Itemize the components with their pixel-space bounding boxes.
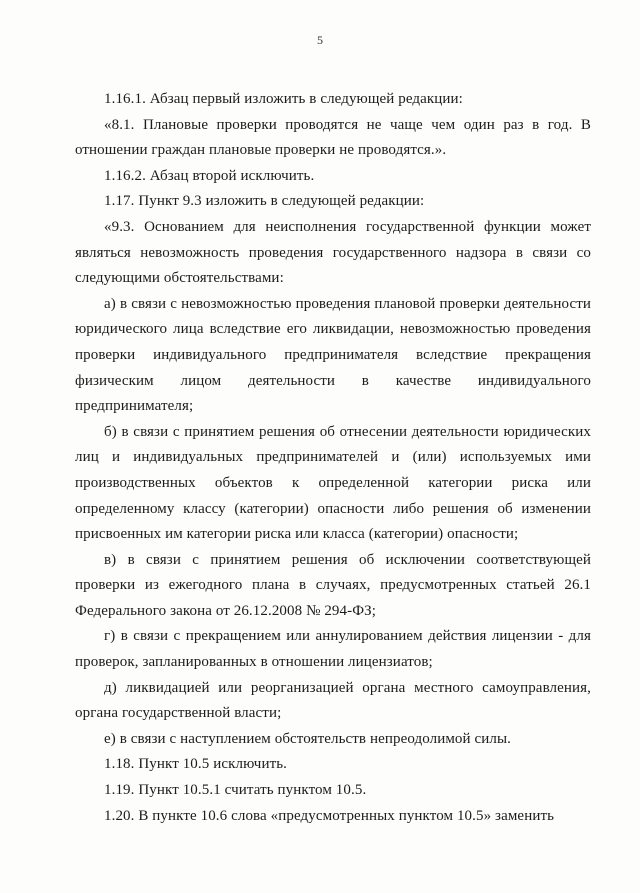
paragraph-1-20: 1.20. В пункте 10.6 слова «предусмотренных пунктом 10.5» заменить bbox=[104, 807, 555, 824]
paragraph-quote-8-1: «8.1. Плановые проверки проводятся не чаще чем один раз в год. В отношении граждан плановые проверки не проводятся.». bbox=[75, 116, 591, 159]
paragraph-item-g: г) в связи с прекращением или аннулированием действия лицензии - для проверок, запланированных в отношении лицензиатов; bbox=[75, 628, 591, 671]
page-number: 5 bbox=[317, 33, 323, 47]
paragraph-1-19: 1.19. Пункт 10.5.1 считать пунктом 10.5. bbox=[104, 782, 367, 799]
document-body bbox=[75, 87, 591, 829]
paragraph-quote-9-3: «9.3. Основанием для неисполнения государственной функции может являться невозможность проведения государственного надзора в связи со следующими обстоятельствами: bbox=[75, 218, 591, 287]
paragraph-1-17: 1.17. Пункт 9.3 изложить в следующей редакции: bbox=[104, 193, 425, 210]
paragraph-item-a: а) в связи с невозможностью проведения плановой проверки деятельности юридического лица вследствие его ликвидации, невозможностью проведения проверки индивидуального предпринимателя вследствие прекращения физическим лицом деятельности в качестве индивидуального предпринимателя; bbox=[75, 295, 591, 415]
paragraph-item-b: б) в связи с принятием решения об отнесении деятельности юридических лиц и индивидуальных предпринимателей и (или) используемых ими производственных объектов к определенной категории риска или определенному классу (категории) опасности либо решения об изменении присвоенных им категории риска или класса (категории) опасности; bbox=[75, 423, 591, 543]
paragraph-item-v: в) в связи с принятием решения об исключении соответствующей проверки из ежегодного плана в случаях, предусмотренных статьей 26.1 Федерального закона от 26.12.2008 № 294-ФЗ; bbox=[75, 551, 591, 619]
paragraph-item-e: е) в связи с наступлением обстоятельств непреодолимой силы. bbox=[104, 730, 512, 747]
paragraph-1-18: 1.18. Пункт 10.5 исключить. bbox=[104, 756, 288, 773]
paragraph-item-d: д) ликвидацией или реорганизацией органа местного самоуправления, органа государственной власти; bbox=[75, 679, 591, 722]
paragraph-1-16-2: 1.16.2. Абзац второй исключить. bbox=[104, 167, 315, 184]
paragraph-1-16-1: 1.16.1. Абзац первый изложить в следующей редакции: bbox=[104, 91, 463, 107]
